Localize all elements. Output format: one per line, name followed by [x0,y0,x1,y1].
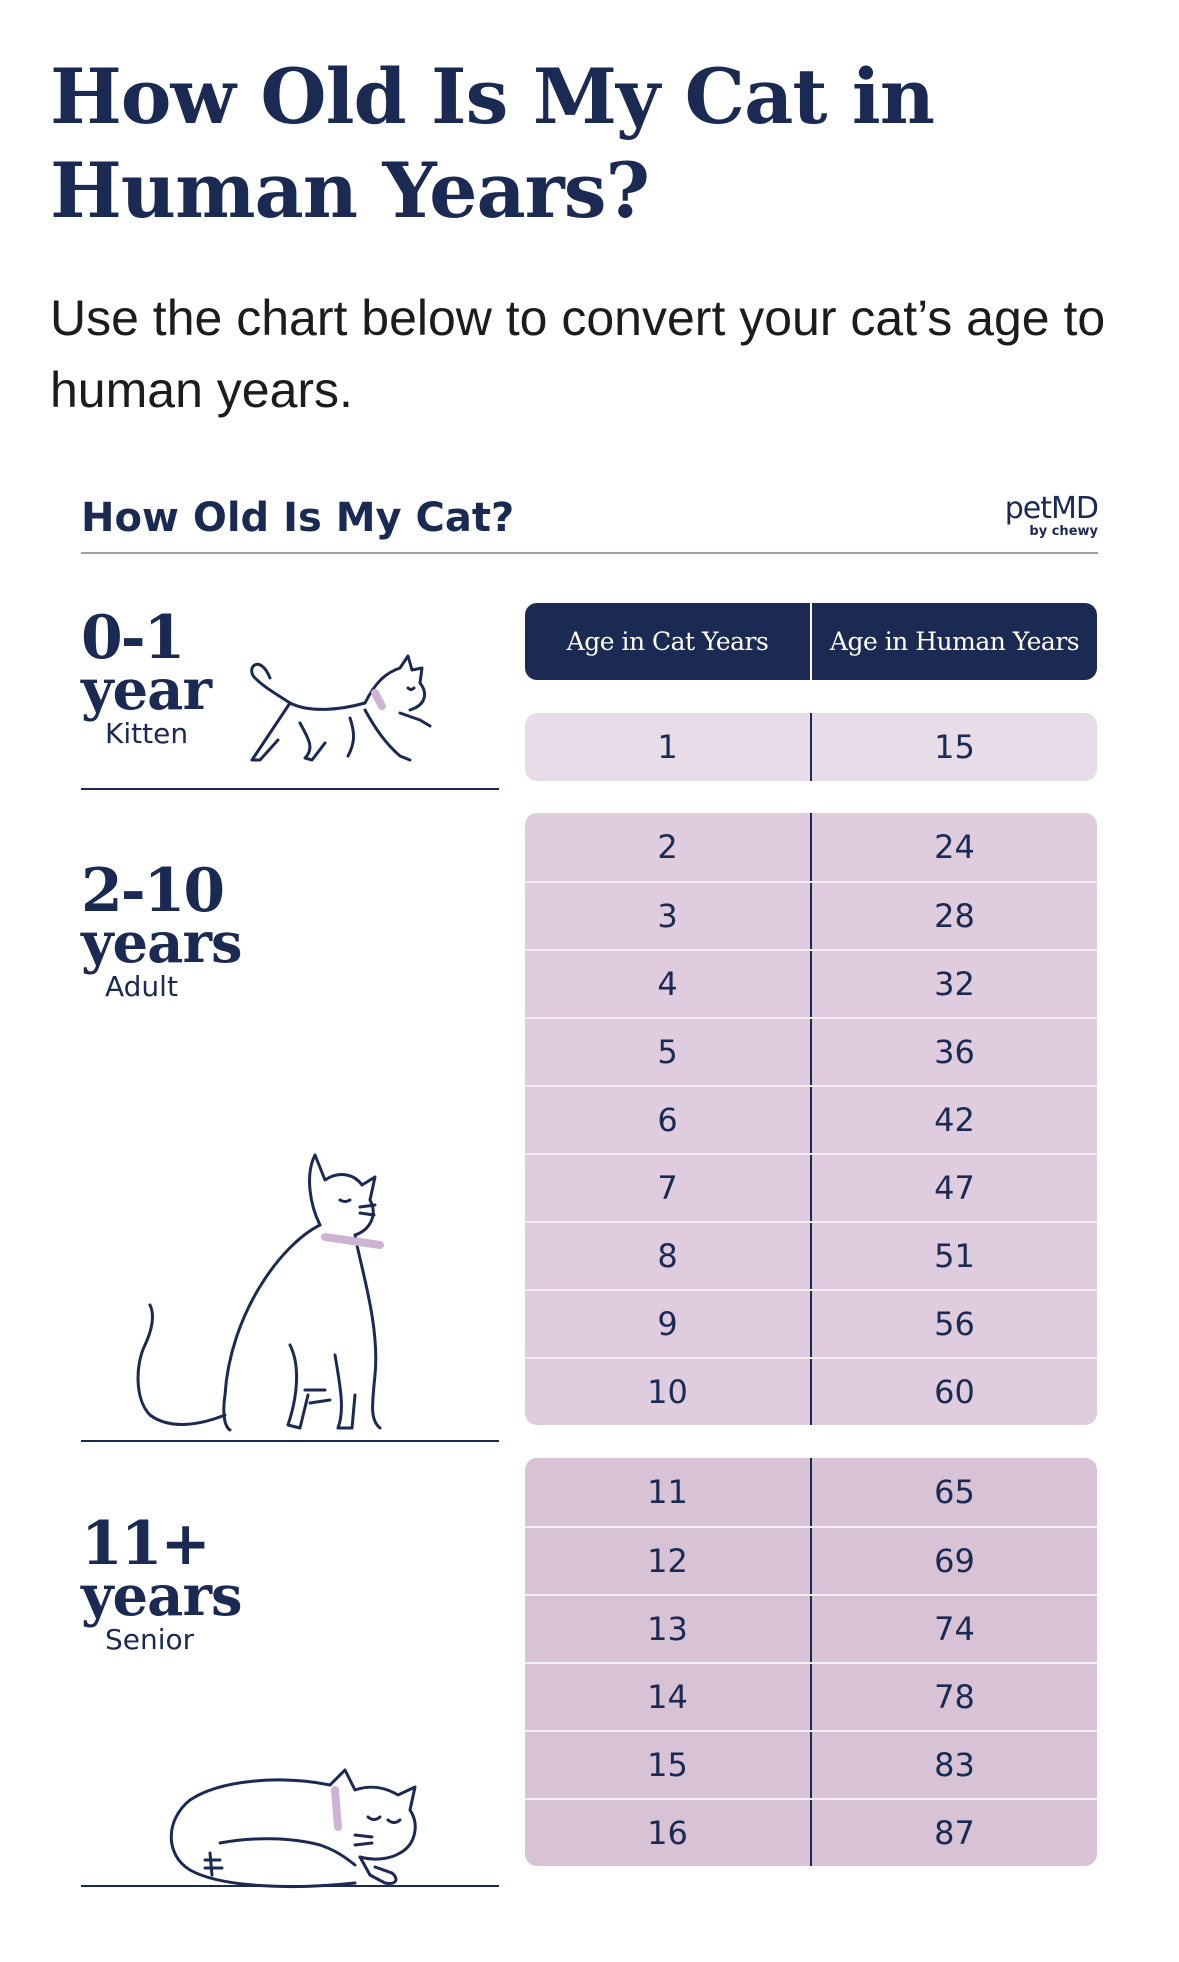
ground-line [81,788,499,790]
human-age-cell: 60 [810,1359,1097,1425]
adult-rows [525,813,1097,1425]
table-row [525,1458,1097,1526]
cat-age-cell: 3 [657,897,678,935]
table-row [525,1221,1097,1289]
human-age-cell: 24 [810,813,1097,881]
cat-age-cell: 4 [657,965,678,1003]
table-row [525,713,1097,781]
cat-age-cell: 8 [657,1237,678,1275]
senior-rows [525,1458,1097,1866]
cat-age-cell: 12 [647,1542,688,1580]
cat-age-cell: 9 [657,1305,678,1343]
stage-range: 11+ [81,1509,209,1579]
cat-age-cell: 13 [647,1610,688,1648]
table-row [525,813,1097,881]
cat-age-cell: 16 [647,1814,688,1852]
human-age-cell: 32 [810,951,1097,1017]
human-age-cell: 78 [810,1664,1097,1730]
human-age-cell: 56 [810,1291,1097,1357]
brand-sub: by chewy [1029,524,1098,539]
table-row [525,1526,1097,1594]
table-row [525,1017,1097,1085]
table-header [525,603,1097,680]
chart-heading: How Old Is My Cat? [81,495,515,541]
heading-divider [81,552,1098,554]
human-age-cell: 69 [810,1528,1097,1594]
cat-age-cell: 5 [657,1033,678,1071]
stage-label-adult [81,856,242,1005]
kitten-rows [525,713,1097,781]
table-row [525,1357,1097,1425]
stage-name: Adult [105,970,178,1003]
stage-unit: years [81,910,242,976]
table-row [525,949,1097,1017]
human-age-cell: 36 [810,1019,1097,1085]
cat-age-cell: 10 [647,1373,688,1411]
page-intro: Use the chart below to convert your cat’s age to human years. [50,290,1106,418]
table-row [525,1798,1097,1866]
table-row [525,1594,1097,1662]
human-age-cell: 47 [810,1155,1097,1221]
table-row [525,881,1097,949]
stage-range: 2-10 [81,856,224,926]
sitting-cat-icon [130,1145,410,1445]
stage-range: 0-1 [81,603,184,673]
stage-name: Kitten [105,717,189,750]
stage-unit: year [81,657,211,723]
human-age-cell: 15 [810,713,1097,781]
table-row [525,1662,1097,1730]
cat-age-cell: 1 [657,728,678,766]
ground-line [81,1440,499,1442]
human-age-cell: 28 [810,883,1097,949]
human-age-cell: 83 [810,1732,1097,1798]
petmd-logo [1005,493,1098,539]
table-row [525,1289,1097,1357]
human-age-cell: 65 [810,1458,1097,1526]
human-age-cell: 74 [810,1596,1097,1662]
human-age-cell: 87 [810,1800,1097,1866]
brand-name: petMD [1004,491,1098,526]
cat-age-cell: 14 [647,1678,688,1716]
cat-age-cell: 2 [657,828,678,866]
cat-age-cell: 11 [647,1473,688,1511]
table-row [525,1730,1097,1798]
page-title: How Old Is My Cat in Human Years? [50,52,935,235]
table-row [525,1153,1097,1221]
ground-line [81,1885,499,1887]
table-row [525,1085,1097,1153]
stage-label-senior [81,1509,242,1658]
cat-age-cell: 15 [647,1746,688,1784]
human-age-cell: 42 [810,1087,1097,1153]
cat-age-cell: 7 [657,1169,678,1207]
human-age-cell: 51 [810,1223,1097,1289]
walking-kitten-icon [240,648,450,808]
sleeping-cat-icon [160,1765,450,1895]
stage-name: Senior [105,1623,195,1656]
column-header-cat-years: Age in Cat Years [566,627,769,656]
stage-label-kitten [81,603,211,752]
stage-unit: years [81,1563,242,1629]
cat-age-cell: 6 [657,1101,678,1139]
column-header-human-years: Age in Human Years [810,603,1097,680]
